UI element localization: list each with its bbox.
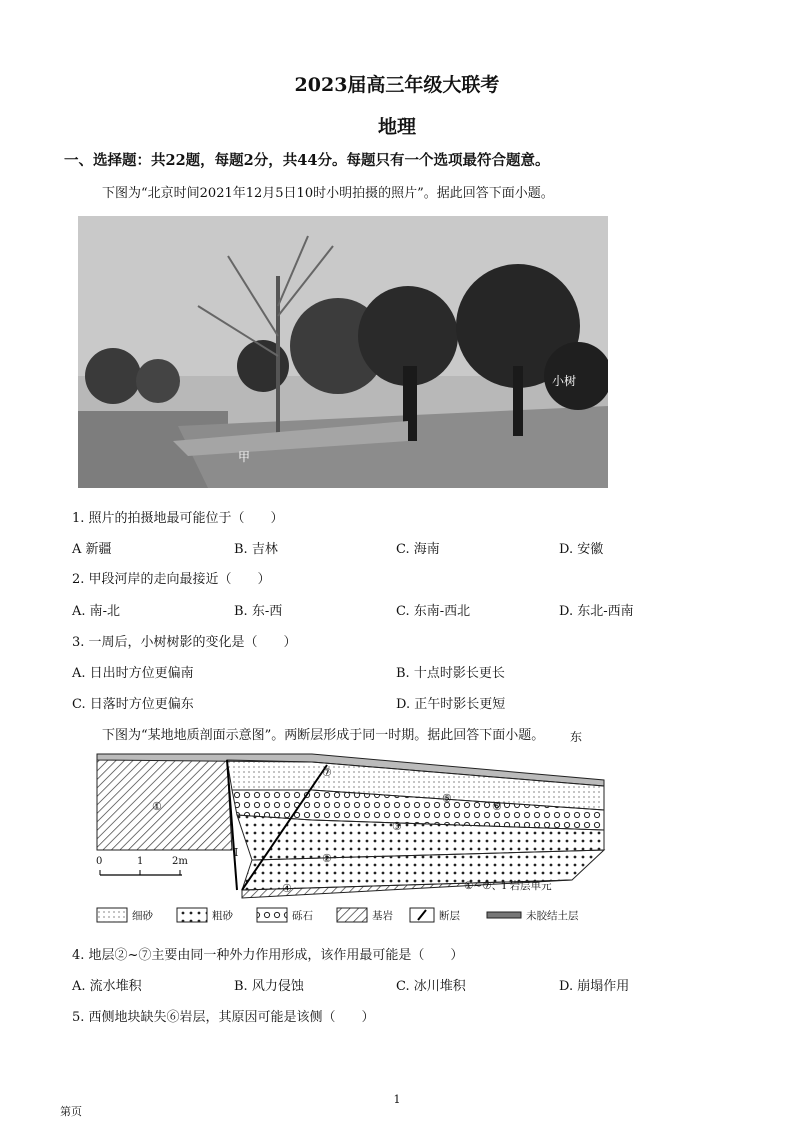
legend-unconsolidated: 未胶结土层 [526,910,579,922]
label-jia: 甲 [238,450,251,464]
unit-label-4: ④ [282,882,292,895]
q3-option-d: D. 正午时影长更短 [396,697,506,712]
q4-option-a: A. 流水堆积 [72,979,142,994]
label-small-tree: 小树 [552,374,577,388]
q3-option-c: C. 日落时方位更偏东 [72,697,194,712]
section-heading: 一、选择题：共22题，每题2分，共44分。每题只有一个选项最符合题意。 [64,152,550,169]
q1-option-b: B. 吉林 [234,542,278,557]
q4-option-d: D. 崩塌作用 [559,979,630,994]
unit-label-7: ⑦ [322,766,332,779]
legend-coarse-sand: 粗砂 [212,910,233,922]
scale-1: 1 [137,856,144,867]
q4-option-b: B. 风力侵蚀 [234,979,304,994]
page-number: 1 [393,1093,401,1106]
unit-label-3: ③ [392,820,402,833]
page-label: 第页 [60,1105,82,1118]
unit-label-6: ⑥ [492,800,502,813]
question-4: 4. 地层②~⑦主要由同一种外力作用形成，该作用最可能是（ ） [72,948,464,963]
q3-option-a: A. 日出时方位更偏南 [72,666,194,681]
question-5: 5. 西侧地块缺失⑥岩层，其原因可能是该侧（ ） [72,1010,375,1025]
q2-option-a: A. 南-北 [72,604,121,619]
scale-0: 0 [96,856,103,867]
legend-fine-sand: 细砂 [132,910,153,922]
q3-option-b: B. 十点时影长更长 [396,666,505,681]
diagram-intro: 下图为“某地地质剖面示意图”。两断层形成于同一时期。据此回答下面小题。 [102,728,545,743]
legend-bedrock: 基岩 [372,910,393,922]
q1-option-a: A 新疆 [72,542,112,557]
scale-2m: 2m [172,856,188,867]
unit-label-1: ① [152,800,162,813]
legend-gravel: 砾石 [292,910,313,922]
question-3: 3. 一周后，小树树影的变化是（ ） [72,635,297,650]
unit-label-5: ⑤ [442,792,452,805]
q1-option-d: D. 安徽 [559,542,604,557]
landscape-photo [78,216,608,488]
question-1: 1. 照片的拍摄地最可能位于（ ） [72,511,284,526]
photo-intro: 下图为“北京时间2021年12月5日10时小明拍摄的照片”。据此回答下面小题。 [102,186,554,201]
question-2: 2. 甲段河岸的走向最接近（ ） [72,572,271,587]
diagram-note: ①~⑦、Ⅰ 岩层单元 [464,880,552,892]
exam-title: 2023届高三年级大联考 [294,74,500,96]
legend-fault: 断层 [439,910,460,922]
q2-option-d: D. 东北-西南 [559,604,634,619]
subject-title: 地理 [377,116,416,138]
label-east: 东 [570,730,583,744]
unit-label-i: Ⅰ [234,846,239,859]
q4-option-c: C. 冰川堆积 [396,979,466,994]
unit-label-2: ② [322,852,332,865]
q2-option-b: B. 东-西 [234,604,283,619]
q2-option-c: C. 东南-西北 [396,604,471,619]
q1-option-c: C. 海南 [396,542,440,557]
